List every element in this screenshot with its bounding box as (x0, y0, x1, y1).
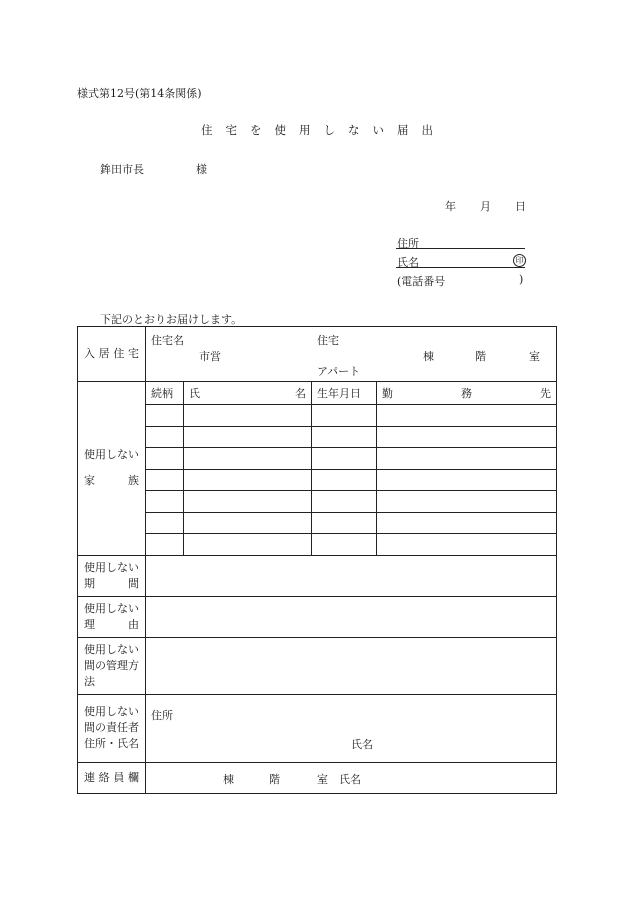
family-relation-cell[interactable] (146, 469, 184, 491)
housing-label: 入居住宅 (78, 327, 146, 382)
family-row (78, 491, 557, 513)
family-workplace-cell[interactable] (377, 426, 557, 448)
family-workplace-cell[interactable] (377, 512, 557, 534)
relation-header-text: 続柄 (151, 387, 173, 400)
family-row (78, 534, 557, 556)
liaison-floor: 階 (269, 772, 280, 786)
applicant-name-label: 氏名 (397, 256, 419, 269)
family-name-cell[interactable] (184, 405, 312, 427)
family-birthdate-cell[interactable] (312, 426, 377, 448)
family-name-cell[interactable] (184, 491, 312, 513)
family-birthdate-cell[interactable] (312, 469, 377, 491)
family-birthdate-cell[interactable] (312, 534, 377, 556)
housing-name-label: 住宅名 (151, 334, 184, 347)
intro-text: 下記のとおりお届けします。 (100, 313, 243, 326)
housing-building: 棟 (423, 350, 434, 363)
family-name-cell[interactable] (184, 512, 312, 534)
seal-mark: 印 (513, 254, 526, 267)
name-header-right: 名 (295, 387, 306, 400)
family-birthdate-cell[interactable] (312, 448, 377, 470)
responsible-address-label: 住所 (151, 708, 173, 722)
family-name-cell[interactable] (184, 448, 312, 470)
management-label: 使用しない間の管理方法 (78, 637, 146, 694)
responsible-name-label: 氏名 (351, 737, 373, 751)
housing-apartment: アパート (317, 365, 361, 378)
reason-label: 使用しない理由 (78, 596, 146, 637)
addressee-honorific: 様 (196, 163, 207, 176)
family-workplace-cell[interactable] (377, 534, 557, 556)
family-name-cell[interactable] (184, 426, 312, 448)
liaison-room: 室 (317, 772, 328, 786)
date-month: 月 (480, 200, 491, 213)
housing-room: 室 (529, 350, 540, 363)
work-header-1: 勤 (382, 387, 393, 400)
family-label: 使用しない家族 (78, 382, 146, 556)
family-header-relation (146, 382, 184, 405)
responsible-label: 使用しない間の責任者住所・氏名 (78, 694, 146, 762)
notification-form-table (77, 326, 557, 794)
family-workplace-cell[interactable] (377, 491, 557, 513)
housing-floor: 階 (475, 350, 486, 363)
family-row (78, 405, 557, 427)
reason-field[interactable] (146, 596, 557, 637)
liaison-building: 棟 (223, 772, 234, 786)
family-birthdate-cell[interactable] (312, 512, 377, 534)
period-field[interactable] (146, 555, 557, 596)
liaison-field[interactable] (146, 762, 557, 793)
family-row (78, 469, 557, 491)
family-workplace-cell[interactable] (377, 405, 557, 427)
housing-housing-label: 住宅 (317, 334, 339, 347)
addressee-name: 鉾田市長 (100, 163, 144, 176)
applicant-phone-label: (電話番号 (397, 275, 446, 288)
family-relation-cell[interactable] (146, 405, 184, 427)
family-header-birthdate (312, 382, 377, 405)
applicant-address-label: 住所 (397, 237, 419, 250)
name-header-left: 氏 (189, 387, 200, 400)
liaison-name-label: 氏名 (339, 772, 361, 786)
applicant-name-line[interactable] (396, 267, 525, 268)
family-relation-cell[interactable] (146, 512, 184, 534)
family-workplace-cell[interactable] (377, 448, 557, 470)
family-birthdate-cell[interactable] (312, 405, 377, 427)
family-row (78, 512, 557, 534)
family-row (78, 426, 557, 448)
family-relation-cell[interactable] (146, 426, 184, 448)
date-year: 年 (445, 200, 456, 213)
family-row (78, 448, 557, 470)
housing-field[interactable] (146, 327, 557, 382)
applicant-address-line[interactable] (396, 248, 525, 249)
family-header-name (184, 382, 312, 405)
liaison-label: 連絡員欄 (78, 762, 146, 793)
responsible-field[interactable] (146, 694, 557, 762)
work-header-2: 務 (461, 387, 472, 400)
housing-municipal: 市営 (199, 350, 221, 363)
period-label: 使用しない期間 (78, 555, 146, 596)
date-day: 日 (515, 200, 526, 213)
page-title: 住宅を使用しない届出 (201, 123, 446, 137)
family-workplace-cell[interactable] (377, 469, 557, 491)
family-name-cell[interactable] (184, 469, 312, 491)
family-relation-cell[interactable] (146, 448, 184, 470)
applicant-phone-close: ) (519, 273, 524, 286)
management-field[interactable] (146, 637, 557, 694)
family-name-cell[interactable] (184, 534, 312, 556)
family-relation-cell[interactable] (146, 534, 184, 556)
family-header-workplace (377, 382, 557, 405)
work-header-3: 先 (540, 387, 551, 400)
form-number: 様式第12号(第14条関係) (77, 87, 202, 100)
family-birthdate-cell[interactable] (312, 491, 377, 513)
birthdate-header-text: 生年月日 (317, 387, 361, 400)
family-relation-cell[interactable] (146, 491, 184, 513)
